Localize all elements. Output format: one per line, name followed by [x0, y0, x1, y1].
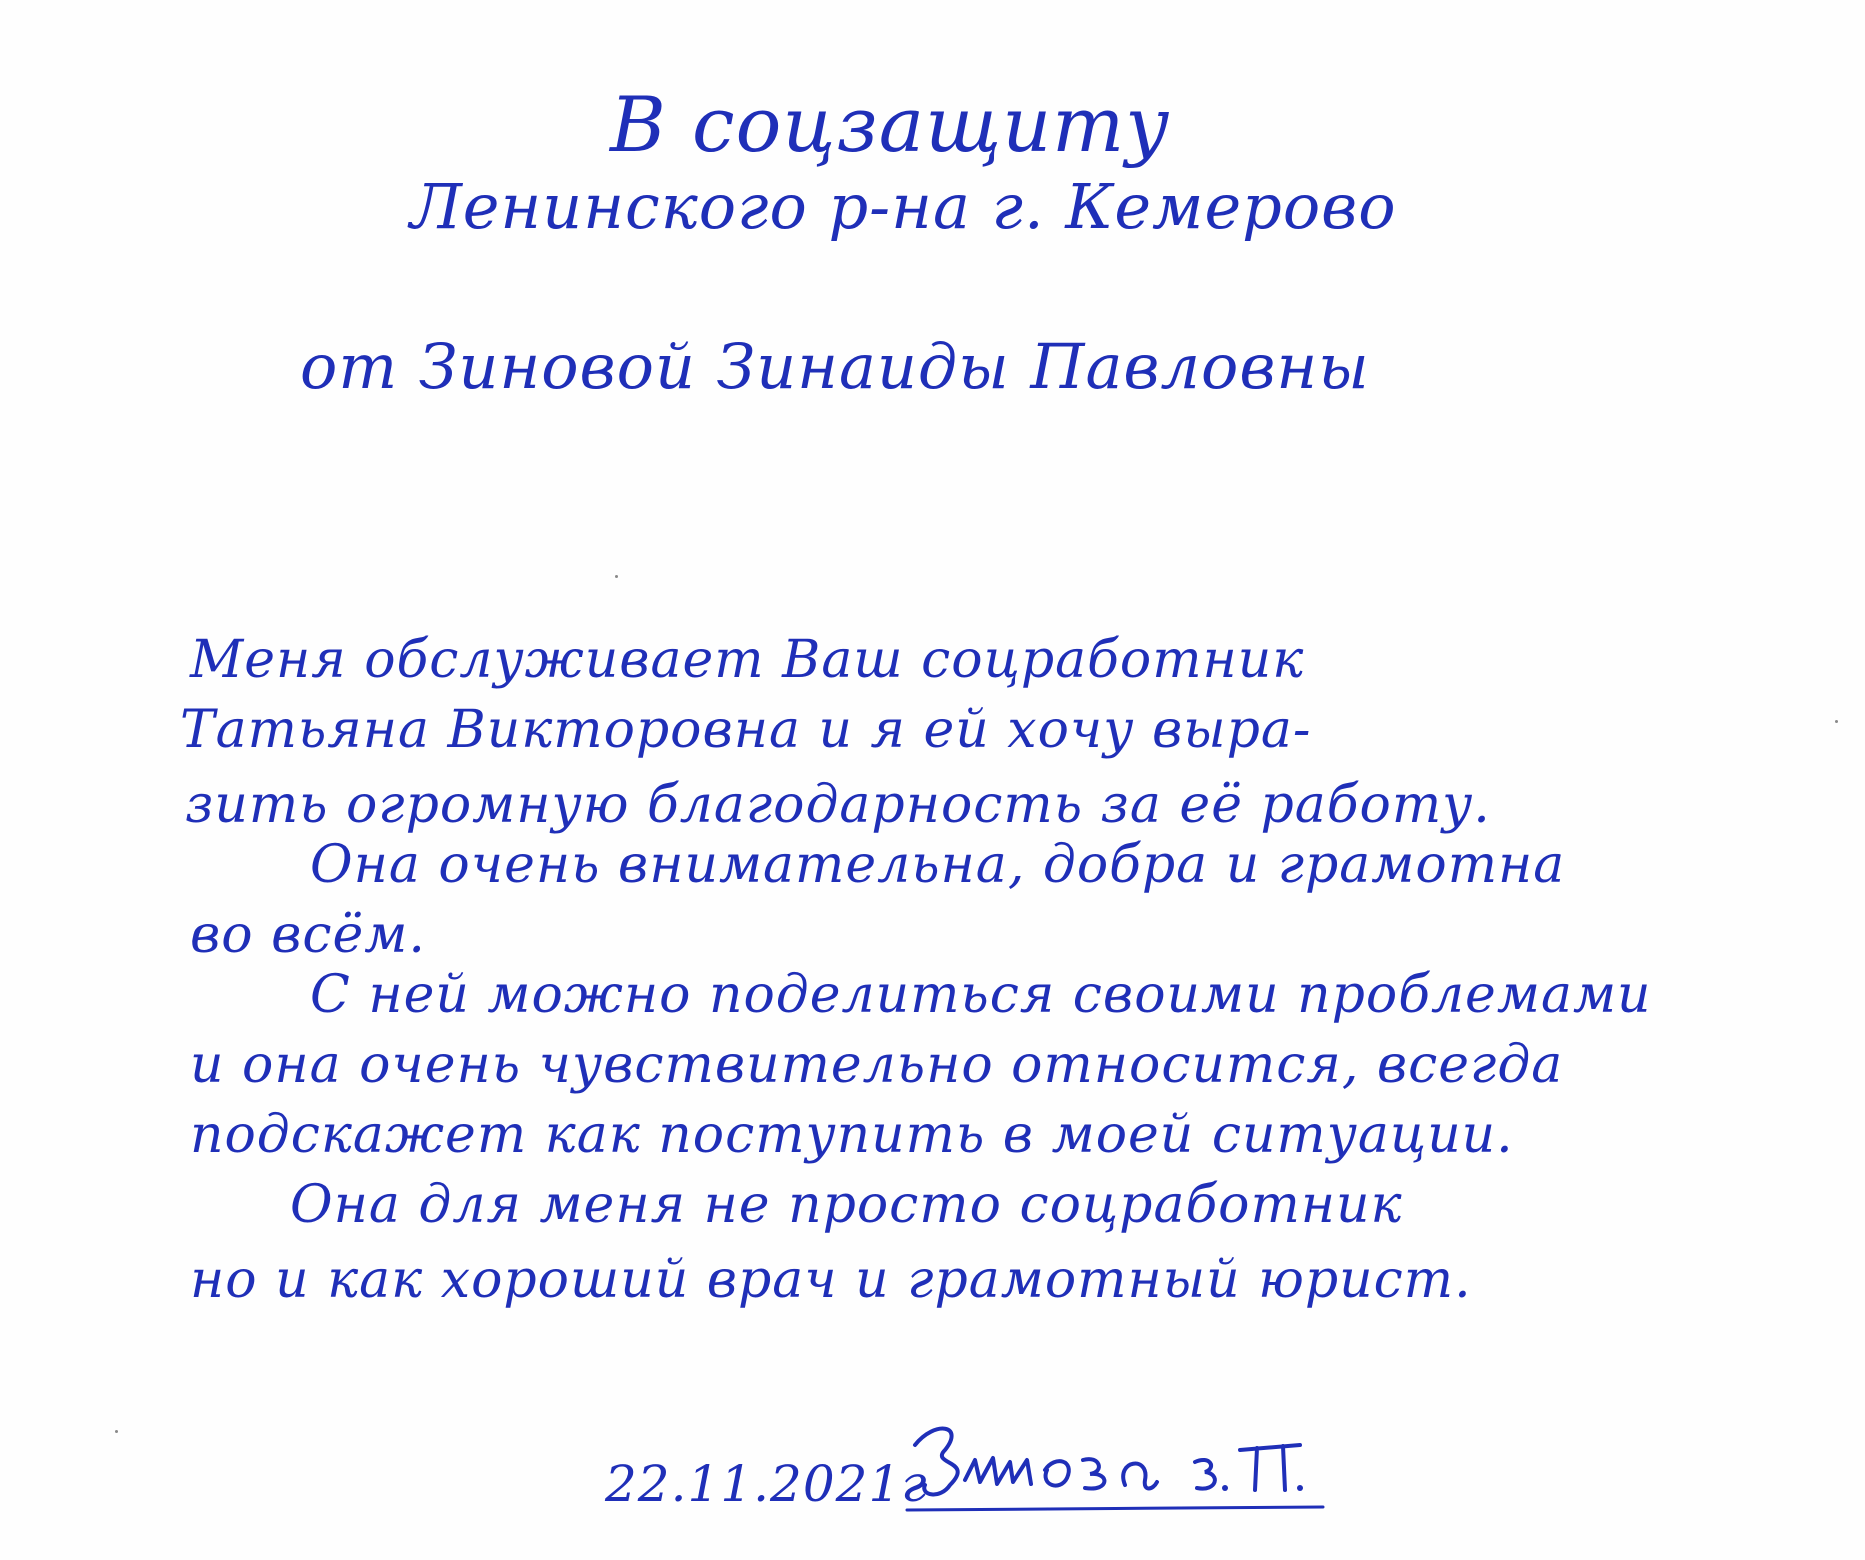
body-line: Она очень внимательна, добра и грамотна [310, 835, 1566, 895]
sender-line: от Зиновой Зинаиды Павловны [300, 330, 1370, 403]
letter-date: 22.11.2021г [605, 1455, 928, 1513]
body-line: Татьяна Викторовна и я ей хочу выра- [180, 700, 1312, 760]
body-line: и она очень чувствительно относится, всегда [190, 1035, 1564, 1095]
signature-underline [905, 1505, 1325, 1513]
recipient-line-2: Ленинского р-на г. Кемерово [410, 170, 1397, 243]
body-line: Меня обслуживает Ваш соцработник [190, 630, 1305, 690]
body-line: зить огромную благодарность за её работу. [185, 775, 1491, 835]
body-line: подскажет как поступить в моей ситуации. [190, 1105, 1514, 1165]
body-line: Она для меня не просто соцработник [290, 1175, 1403, 1235]
body-line: но и как хороший врач и грамотный юрист. [190, 1250, 1472, 1310]
paper-speck [115, 1430, 118, 1433]
paper-speck [1835, 720, 1838, 723]
body-line: С ней можно поделиться своими проблемами [310, 965, 1652, 1025]
recipient-line-1: В соцзащиту [610, 80, 1171, 169]
body-line: во всём. [190, 905, 426, 965]
handwritten-signature [905, 1400, 1345, 1520]
paper-speck [615, 575, 618, 578]
